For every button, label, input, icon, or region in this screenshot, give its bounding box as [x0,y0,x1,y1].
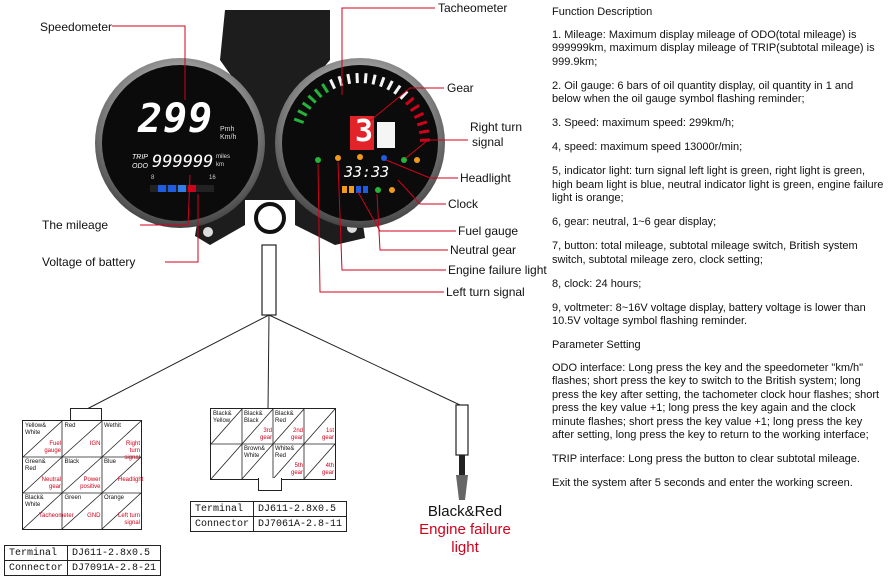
spec-key: Terminal [191,502,254,517]
pin-function: Headlight [118,477,144,483]
callout-right-turn [470,120,522,150]
pin-function: Power positive [80,477,101,490]
pin-wire-color: Black& White [25,495,44,508]
spec-row [191,502,347,517]
speed-unit-top: Pmh [220,126,235,133]
pin-function: Tacheometer [39,513,74,519]
pin-wire-color: Yellow& White [25,423,47,436]
tacho-segment [419,131,429,133]
callout-engine-failure: Engine failure light [448,263,547,277]
spec-row [5,561,161,576]
description-item: 1. Mileage: Maximum display mileage of ODO(total mileage) is 999999km, maximum display mileage of TRIP(subtotal mileage) is 999.9km; [552,28,875,68]
wire-function-line2: light [451,539,479,556]
trip-label: TRIP [132,154,148,161]
pin-function: 4th gear [321,463,334,476]
spec-key: Connector [5,561,68,576]
pin-wire-color: Red [64,423,76,429]
pin-wire-color: Green& Red [25,459,46,472]
pin-wire-color: Black& Red [275,411,294,424]
engine-failure-indicator [335,155,341,161]
spec-row [191,517,347,532]
pin-wire-color: Blue [104,459,117,465]
spec-key: Terminal [5,546,68,561]
spec-row [5,546,161,561]
pin-wire-color: Orange [104,495,125,501]
clock-readout: 33:33 [344,163,390,181]
callout-tachometer: Tacheometer [438,1,508,15]
connector-left-spec [4,545,161,576]
spec-value: DJ611-2.8x0.5 [254,502,347,517]
bullet-connector [456,405,468,455]
description-item: 4, speed: maximum speed 13000r/min; [552,141,743,153]
description-item: 5, indicator light: turn signal left light is green, right light is green, high beam light is blue, neutral indicator light is green, engine failure light is orange; [552,165,884,204]
description-item: 3. Speed: maximum speed: 299km/h; [552,117,735,129]
tacho-segment [348,74,350,84]
volt-high: 16 [209,175,216,181]
pin-function: 2nd gear [290,428,303,441]
callout-neutral-gear: Neutral gear [450,243,517,257]
unit-miles: miles [216,154,231,160]
parameter-items [552,362,884,491]
unit-km: km [216,162,224,168]
connector-mid-spec [190,501,347,532]
fuel-bars [342,186,347,193]
pin-wire-color: White& Red [275,446,295,459]
pin-function: IGN [89,441,101,447]
pin-function: 1st gear [321,428,334,441]
pin-wire-color: Wethit [104,423,121,429]
pin-wire-color: Brown& White [244,446,266,459]
description-item: 8, clock: 24 hours; [552,277,642,290]
speed-readout: 299 [138,96,214,142]
wire-color-label: Black&Red [427,503,503,520]
neutral-indicator [375,187,381,193]
callout-fuel-gauge: Fuel gauge [458,224,519,238]
bolt-left [203,227,213,237]
description-item: 9, voltmeter: 8~16V voltage display, battery voltage is lower than 10.5V voltage symbol flashing reminder. [552,301,866,327]
description-title: Function Description [552,6,653,18]
description-item: 2. Oil gauge: 6 bars of oil quantity display, oil quantity in 1 and below when the oil gauge symbol flashing reminder; [552,79,854,105]
pin-function: GND [87,513,101,519]
callout-voltage: Voltage of battery [42,255,136,269]
pin-function: Neutral gear [41,477,61,490]
callout-clock: Clock [448,197,479,211]
description-item: 6, gear: neutral, 1~6 gear display; [552,216,717,228]
callout-headlight: Headlight [460,171,511,185]
spec-key: Connector [191,517,254,532]
pin-function: 5th gear [290,463,303,476]
spec-value: DJ7091A-2.8-21 [68,561,161,576]
callout-right-turn-line1: Right turn [470,120,523,134]
connector-mid-tab [258,478,282,491]
callout-right-turn-line2: signal [472,135,504,149]
pin-function: 3rd gear [259,428,272,441]
connector-left [22,420,142,530]
parameter-title: Parameter Setting [552,339,641,351]
description-item: 7, button: total mileage, subtotal mileage switch, British system switch, subtotal mileage zero, clock setting; [552,240,858,266]
left-turn-indicator [315,157,321,163]
pin-wire-color: Black [64,459,80,465]
tacho-segment [365,73,366,83]
connector-mid [210,408,336,480]
pin-function: Left turn signal [118,513,141,526]
description-items [552,29,884,329]
pin-wire-color: Green [64,495,82,501]
volt-low: 8 [151,175,155,181]
odo-label: ODO [132,163,148,170]
callout-left-turn: Left turn signal [446,285,525,299]
spec-value: DJ7061A-2.8-11 [254,517,347,532]
pin-wire-color: Black& Yellow [213,411,232,424]
callout-speedometer: Speedometer [40,20,113,34]
harness-sheath [262,245,276,315]
spec-value: DJ611-2.8x0.5 [68,546,161,561]
odo-readout: 999999 [152,152,214,172]
callout-mileage: The mileage [42,218,109,232]
callout-gear: Gear [447,81,474,95]
pin-wire-color: Black& Black [244,411,263,424]
gear-digit: 3 [355,114,374,149]
function-description [552,6,884,501]
tacho-segment [373,75,375,85]
wire-function-line1: Engine failure [419,521,511,538]
parameter-item: ODO interface: Long press the key and the speedometer "km/h" flashes; short press the key to switch to the British system; long press the key after setting, the tachometer clock hour flashes; short press the key value +1; long press the key again and the clock minute flashes; short press the key value +1; long press the key after setting, long press the key to return to the working interface; [552,361,880,441]
speed-unit-bottom: Km/h [220,134,237,141]
pin-function: Right turn signal [124,441,140,461]
pin-function: Fuel gauge [44,441,61,454]
parameter-item: Exit the system after 5 seconds and enter the working screen. [552,477,853,489]
parameter-item: TRIP interface: Long press the button to clear subtotal mileage. [552,453,860,465]
